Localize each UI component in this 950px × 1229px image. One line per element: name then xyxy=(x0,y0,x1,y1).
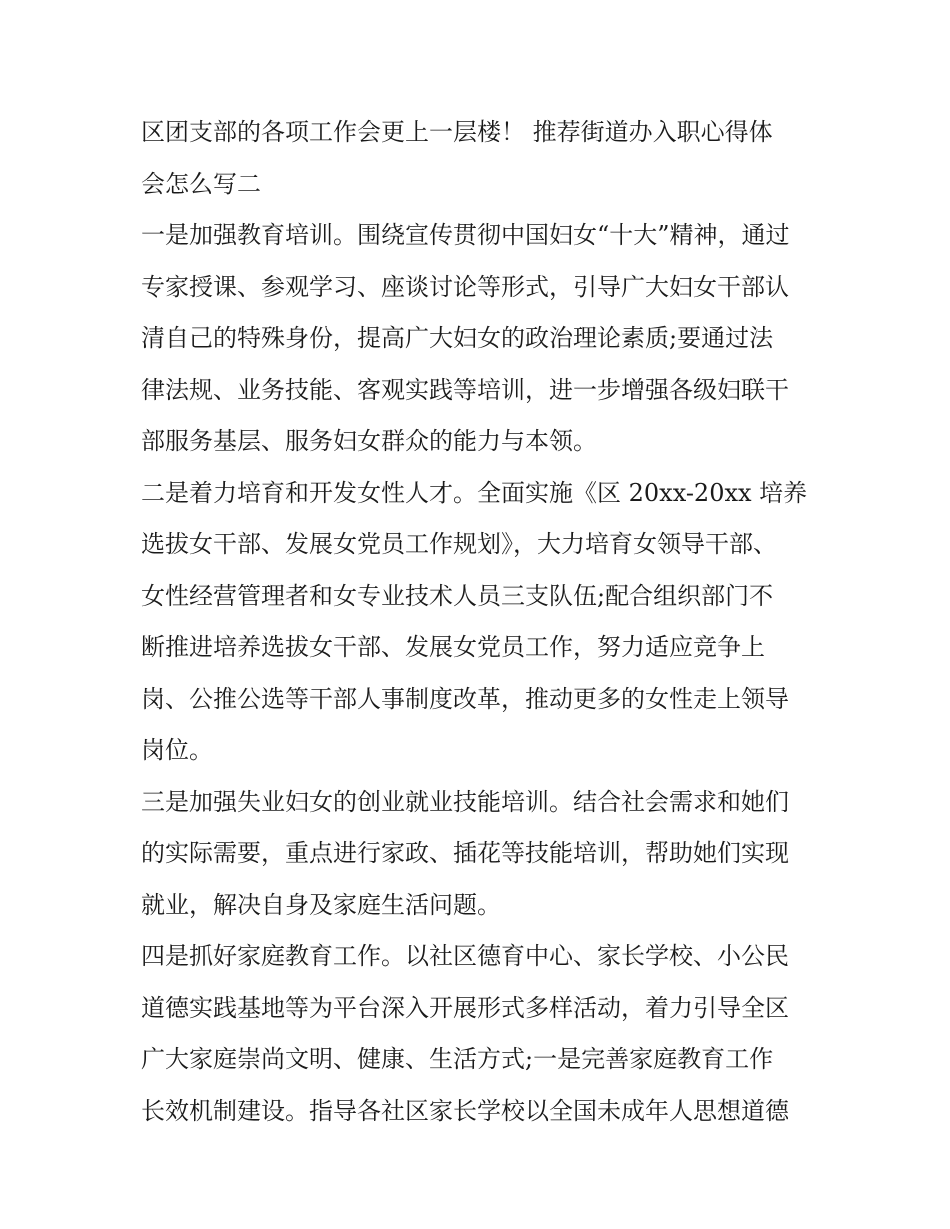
text-line-14: 三是加强失业妇女的创业就业技能培训。结合社会需求和她们 xyxy=(141,787,789,816)
text-line-1: 区团支部的各项工作会更上一层楼！ 推荐街道办入职心得体 xyxy=(141,118,773,146)
text-line-3: 一是加强教育培训。围绕宣传贯彻中国妇女“十大”精神，通过 xyxy=(141,221,790,249)
text-line-18: 道德实践基地等为平台深入开展形式多样活动，着力引导全区 xyxy=(141,993,789,1022)
text-line-8: 二是着力培育和开发女性人才。全面实施《区 20xx-20xx 培养 xyxy=(141,478,808,507)
text-line-20: 长效机制建设。指导各社区家长学校以全国未成年人思想道德 xyxy=(141,1096,789,1125)
text-line-17: 四是抓好家庭教育工作。以社区德育中心、家长学校、小公民 xyxy=(141,942,789,970)
document-body xyxy=(141,107,821,1137)
text-line-16: 就业，解决自身及家庭生活问题。 xyxy=(141,890,501,919)
text-line-13: 岗位。 xyxy=(141,736,213,764)
text-line-6: 律法规、业务技能、客观实践等培训，进一步增强各级妇联干 xyxy=(141,375,789,404)
text-line-2: 会怎么写二 xyxy=(141,169,261,198)
text-line-11: 断推进培养选拔女干部、发展女党员工作，努力适应竞争上 xyxy=(141,633,765,661)
text-line-7: 部服务基层、服务妇女群众的能力与本领。 xyxy=(141,427,597,455)
text-line-19: 广大家庭崇尚文明、健康、生活方式;一是完善家庭教育工作 xyxy=(141,1045,774,1073)
text-line-5: 清自己的特殊身份，提高广大妇女的政治理论素质;要通过法 xyxy=(141,324,774,352)
text-line-9: 选拔女干部、发展女党员工作规划》，大力培育女领导干部、 xyxy=(141,530,777,558)
text-line-12: 岗、公推公选等干部人事制度改革，推动更多的女性走上领导 xyxy=(141,684,789,713)
text-line-4: 专家授课、参观学习、座谈讨论等形式，引导广大妇女干部认 xyxy=(141,272,789,301)
text-line-10: 女性经营管理者和女专业技术人员三支队伍;配合组织部门不 xyxy=(141,581,774,610)
text-line-15: 的实际需要，重点进行家政、插花等技能培训，帮助她们实现 xyxy=(141,839,789,867)
